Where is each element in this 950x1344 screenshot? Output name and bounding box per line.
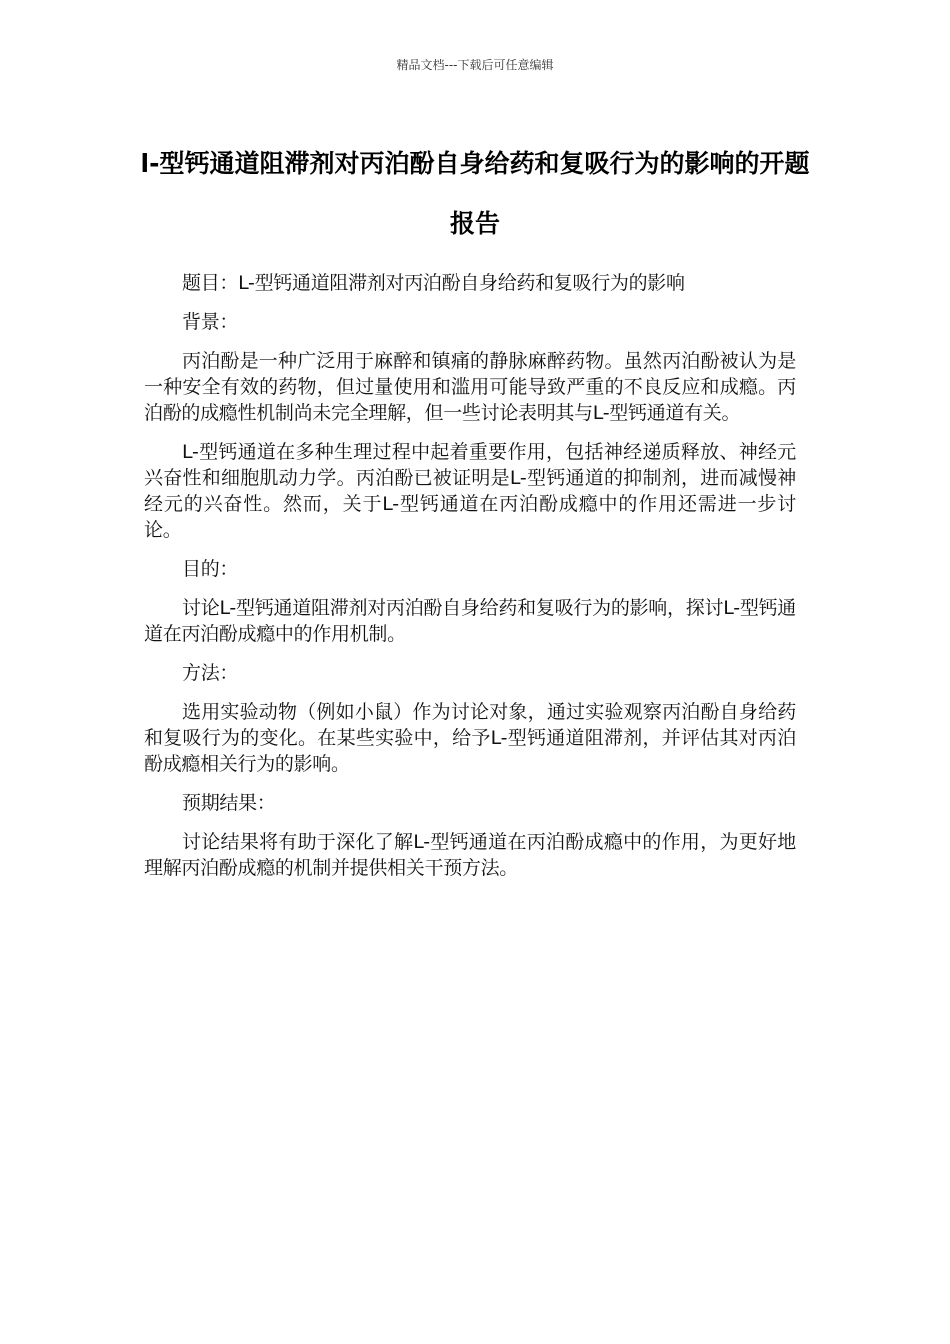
method-label: 方法： [182,662,239,684]
purpose-paragraph: 讨论L-型钙通道阻滞剂对丙泊酚自身给药和复吸行为的影响，探讨L-型钙通道在丙泊酚成瘾中的作用机制。 [144,597,796,645]
document-body [144,270,796,894]
document-title: l-型钙通道阻滞剂对丙泊酚自身给药和复吸行为的影响的开题报告 [140,149,810,238]
background-paragraph-2: L-型钙通道在多种生理过程中起着重要作用，包括神经递质释放、神经元兴奋性和细胞肌动力学。丙泊酚已被证明是L-型钙通道的抑制剂，进而减慢神经元的兴奋性。然而，关于L-型钙通道在丙泊酚成瘾中的作用还需进一步讨论。 [144,441,796,541]
background-paragraph-1: 丙泊酚是一种广泛用于麻醉和镇痛的静脉麻醉药物。虽然丙泊酚被认为是一种安全有效的药物，但过量使用和滥用可能导致严重的不良反应和成瘾。丙泊酚的成瘾性机制尚未完全理解，但一些讨论表明其与L-型钙通道有关。 [144,350,796,424]
method-paragraph: 选用实验动物（例如小鼠）作为讨论对象，通过实验观察丙泊酚自身给药和复吸行为的变化。在某些实验中，给予L-型钙通道阻滞剂，并评估其对丙泊酚成瘾相关行为的影响。 [144,701,796,775]
topic-line: 题目：L-型钙通道阻滞剂对丙泊酚自身给药和复吸行为的影响 [182,272,685,294]
expected-results-paragraph: 讨论结果将有助于深化了解L-型钙通道在丙泊酚成瘾中的作用，为更好地理解丙泊酚成瘾的机制并提供相关干预方法。 [144,831,796,879]
expected-results-label: 预期结果： [182,792,276,814]
purpose-label: 目的： [182,558,239,580]
background-label: 背景： [182,311,239,333]
header-note: 精品文档---下载后可任意编辑 [396,58,554,72]
